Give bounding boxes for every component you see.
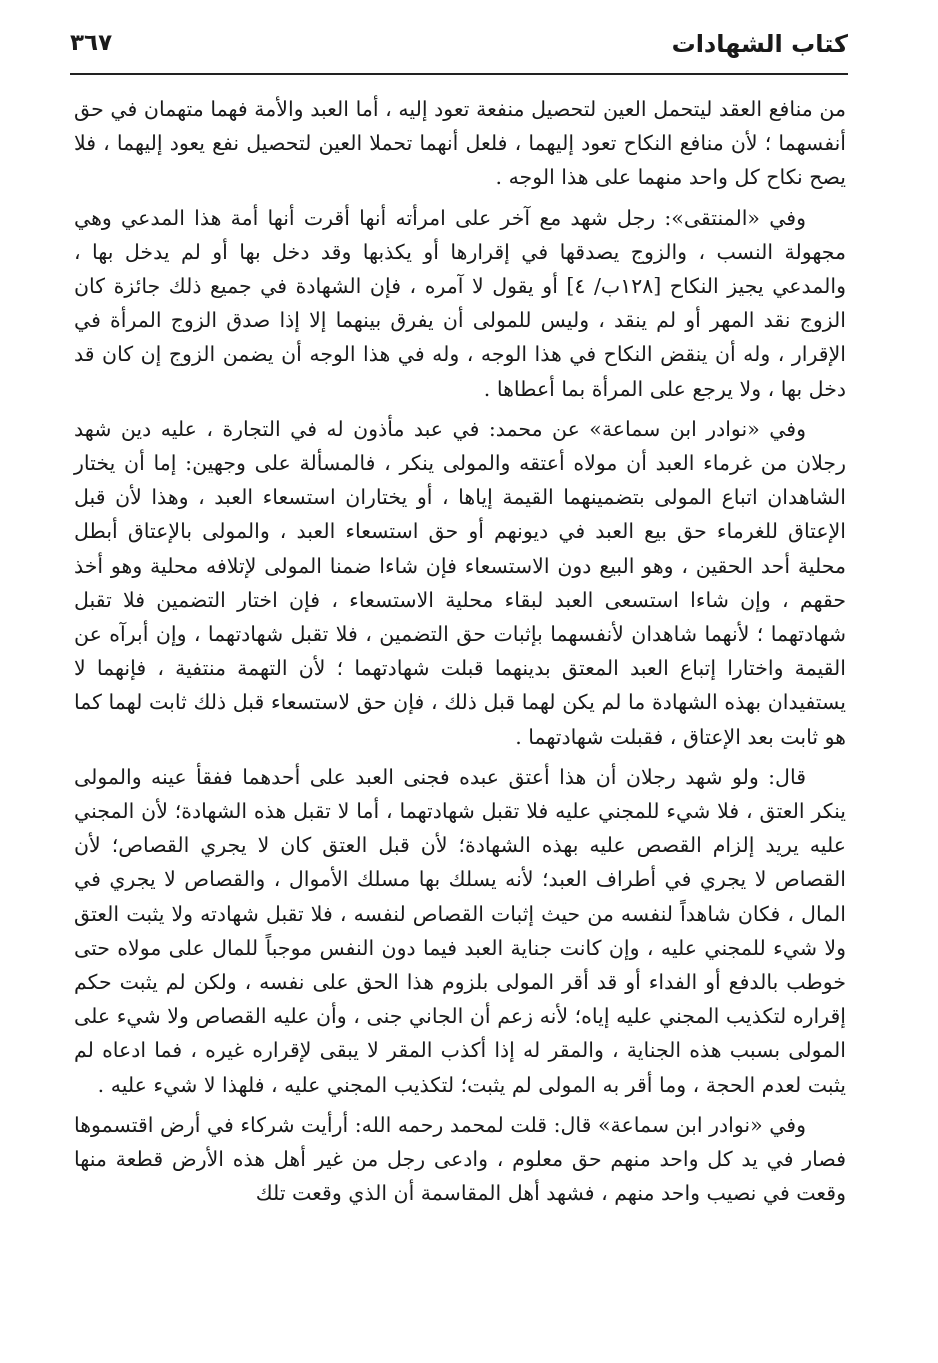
body-text [74, 92, 846, 1217]
page-number: ٣٦٧ [70, 30, 113, 56]
paragraph-2: وفي «المنتقى»: رجل شهد مع آخر على امرأته أنها أقرت أنها أمة هذا المدعي وهي مجهولة النسب ، والزوج يصدقها في إقرارها أو يكذبها وقد دخل بها أو لم يدخل بها ، والمدعي يجيز النكاح [١٢٨ب/ ٤] أو يقول لا آمره ، فإن الشهادة في جميع ذلك جائزة كان الزوج نقد المهر أو لم ينقد ، وليس للمولى أن يفرق بينهما إلا إذا صدق الزوج المرأة في الإقرار ، وله أن ينقض النكاح في هذا الوجه ، وله في هذا الوجه أن يضمن الزوج إن كان قد دخل بها ، ولا يرجع على المرأة بما أعطاها . [74, 205, 846, 401]
page-header [70, 26, 848, 66]
paragraph-3: وفي «نوادر ابن سماعة» عن محمد: في عبد مأذون له في التجارة ، عليه دين شهد رجلان من غرماء العبد أن مولاه أعتقه والمولى ينكر ، فالمسألة على وجهين: إما أن يختار الشاهدان اتباع المولى بتضمينهما القيمة إياها ، أو يختاران استسعاء العبد ، وهذا لأن قبل الإعتاق للغرماء حق بيع العبد في ديونهم أو حق استسعاء العبد ، والمولى بالإعتاق أبطل محلية أحد الحقين ، وهو البيع دون الاستسعاء فإن شاءا ضمنا المولى لإتلافه محلية وهو أخذ حقهم ، وإن شاءا استسعى العبد لبقاء محلية الاستسعاء ، فإن اختار التضمين فلا تقبل شهادتهما ؛ لأنهما شاهدان لأنفسهما بإثبات حق التضمين ، فلا تقبل شهادتهما ، وإن أبرآه عن القيمة واختارا إتباع العبد المعتق بدينهما قبلت شهادتهما ؛ لأن التهمة منتفية ، فإنهما لا يستفيدان بهذه الشهادة ما لم يكن لهما قبل ذلك ، فإن حق لاستسعاء قبل ذلك ثابت لهما كما هو ثابت بعد الإعتاق ، فقبلت شهادتهما . [74, 416, 846, 749]
paragraph-5: وفي «نوادر ابن سماعة» قال: قلت لمحمد رحمه الله: أرأيت شركاء في أرض اقتسموها فصار في يد كل واحد منهم حق معلوم ، وادعى رجل من غير أهل هذه الأرض قطعة منها وقعت في نصيب واحد منهم ، فشهد أهل المقاسمة أن الذي وقعت تلك [74, 1112, 846, 1206]
paragraph-1: من منافع العقد ليتحمل العين لتحصيل منفعة تعود إليه ، أما العبد والأمة فهما متهمان في حق أنفسهما ؛ لأن منافع النكاح تعود إليهما ، فلعل أنهما تحملا العين لتحصيل نفع يعود إليهما ، فلا يصح نكاح كل واحد منهما على هذا الوجه . [74, 97, 846, 190]
running-title: كتاب الشهادات [671, 30, 848, 58]
paragraph-4: قال: ولو شهد رجلان أن هذا أعتق عبده فجنى العبد على أحدهما ففقأ عينه والمولى ينكر العتق ، فلا شيء للمجني عليه فلا تقبل شهادتهما ، أما لا تقبل هذه الشهادة؛ لأن المجني عليه يريد إلزام القصص عليه بهذه الشهادة؛ لأن قبل العتق كان لا يجري القصاص؛ لأن القصاص لا يجري في أطراف العبد؛ لأنه يسلك بها مسلك الأموال ، والقصاص لا يجري في المال ، فكان شاهداً لنفسه من حيث إثبات القصاص لنفسه ، فلا تقبل شهادته ولا يثبت العتق ولا شيء للمجني عليه ، وإن كانت جناية العبد فيما دون النفس موجباً للمال على مولاه حتى خوطب بالدفع أو الفداء أو قد أقر المولى بلزوم هذا الحق على نفسه ، ولكن لم يثبت حكم إقراره لتكذيب المجني عليه إياه؛ لأنه زعم أن الجاني جنى ، وأن عليه القصاص ولا شيء على المولى بسبب هذه الجناية ، والمقر له إذا أكذب المقر لا يبقى لإقراره غيره ، فما ادعاه لم يثبت لعدم الحجة ، وما أقر به المولى لم يثبت؛ لتكذيب المجني عليه ، فلهذا لا شيء عليه . [74, 764, 846, 1097]
header-rule [70, 73, 848, 75]
